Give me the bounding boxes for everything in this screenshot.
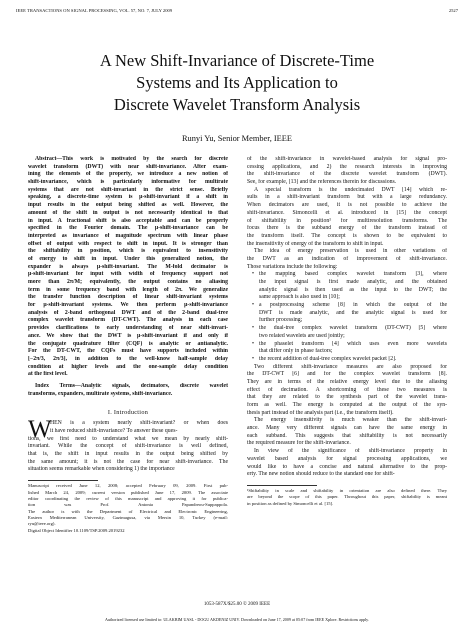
list-item-line: analytic signal is then used as the input to the DWT; the bbox=[259, 286, 447, 293]
right-paragraph-6 bbox=[247, 448, 447, 479]
text-line: See, for example, [13] and the references therein for discussions. bbox=[247, 179, 397, 186]
text-line: The energy insensitivity is much weaker than the shift-invari- bbox=[254, 417, 447, 424]
text-line: interpreted as invariance of magnitude spectrum with linear phase bbox=[28, 232, 228, 239]
list-item-line: • the mapping based complex wavelet transform [3], where bbox=[247, 271, 447, 279]
text-line: Abstract—This work is motivated by the search for discrete bbox=[35, 156, 228, 162]
text-line: of shiftability in position¹ for multiresolution transforms. The bbox=[247, 217, 447, 224]
manuscript-footnote bbox=[28, 483, 228, 534]
shiftability-footnote bbox=[247, 488, 447, 507]
list-item-line: the input signal is first made analytic, and the obtained bbox=[259, 279, 447, 285]
list-item-line: that differ only in phase factors; bbox=[259, 348, 333, 355]
footnote-line: Manuscript received June 12, 2008; accepted February 09, 2009. First pub- bbox=[28, 483, 228, 489]
right-column bbox=[247, 156, 447, 507]
list-item-line: • the phaselet transform [4] which uses even more wavelets bbox=[247, 341, 447, 349]
text-line: would like to have a concise and natural alternative to the prop- bbox=[247, 463, 447, 470]
list-item-line: further processing; bbox=[259, 317, 303, 324]
text-line: that they are related to the synthesis part of the wavelet trans- bbox=[247, 394, 447, 401]
footnote-line: Digital Object Identifier 10.1109/TSP.2009.2019232 bbox=[28, 527, 125, 533]
text-line: wavelet based analysis for signal processing applications, we bbox=[247, 455, 447, 462]
list-item bbox=[247, 302, 447, 325]
footnote-line: ryu@ieee.org). bbox=[28, 521, 56, 527]
list-item bbox=[247, 271, 447, 302]
left-column bbox=[28, 156, 228, 534]
text-line: specified in the Fourier domain. The μ-shift-invariance can be bbox=[28, 225, 228, 232]
paper-title-line-2: Systems and Its Application to bbox=[136, 73, 338, 92]
text-line: Index Terms—Analytic signals, decimators, discrete wavelet bbox=[35, 382, 228, 389]
text-line: transforms, expanders, multirate systems, shift-invariance. bbox=[28, 390, 173, 397]
text-line: ance. Many very different signals can have the same energy in bbox=[247, 425, 447, 432]
text-line: the required measure for the shift-invariance. bbox=[247, 440, 351, 447]
footnote-line: The author is with the Department of Electrical and Electronic Engineering, bbox=[28, 508, 228, 514]
text-line: ining the elements of the property, we introduce a new notion of bbox=[28, 171, 228, 178]
text-line: the conjugate quadrature filter (CQF) is analytic or antianalytic. bbox=[28, 340, 228, 347]
text-line: analysis of 2-band orthogonal DWT and of the 2-band dual-tree bbox=[28, 309, 228, 316]
footnote-line: lished March 24, 2009; current version published June 17, 2009. The associate bbox=[28, 489, 228, 495]
list-item-line: • the dual-tree complex wavelet transform (DT-CWT) [5] where bbox=[247, 325, 447, 333]
text-line: A special transform is the undecimated DWT [14] which re- bbox=[254, 186, 447, 193]
text-line: the insensitivity of energy of the transform to shift in input. bbox=[247, 240, 384, 247]
text-line: invariant. While the concept of shift-invariance is well defined, bbox=[28, 443, 228, 450]
footnote-line: ¹Shiftability in scale and shiftability in orientation are also defined there. They bbox=[247, 487, 447, 493]
author-line: Runyi Yu, Senior Member, IEEE bbox=[181, 134, 293, 143]
text-line: provides clarifications to early understanding of near shift-invari- bbox=[28, 325, 228, 332]
text-line: offset of output with respect to shift in input. It is stronger than bbox=[28, 240, 228, 247]
text-line: shift-invariance. Simoncelli et al. introduced in [15] the concept bbox=[247, 209, 447, 216]
journal-header: IEEE TRANSACTIONS ON SIGNAL PROCESSING, VOL. 57, NO. 7, JULY 2009 bbox=[16, 8, 173, 13]
text-line: For the DT-CWT, the CQFs must have supports included within bbox=[28, 348, 228, 355]
text-line: HEN is a system nearly shift-invariant? or when does bbox=[50, 420, 228, 427]
list-item bbox=[247, 325, 447, 340]
footnote-rule bbox=[28, 480, 98, 481]
text-line: that is, the shift in input results in the output being shifted by bbox=[28, 451, 228, 458]
text-line: situation seems remarkable when considering 1) the importance bbox=[28, 466, 175, 473]
page-number: 2527 bbox=[448, 8, 458, 13]
text-line: condition at higher levels and the one-sample delay condition bbox=[28, 363, 228, 370]
right-paragraph-2 bbox=[247, 187, 447, 249]
list-item-line: same approach is also used in [10]; bbox=[259, 294, 340, 301]
section-heading-introduction: I. Introduction bbox=[107, 409, 149, 417]
copyright-line: 1053-587X/$25.00 © 2009 IEEE bbox=[203, 602, 271, 607]
text-line: When decimators are used, it is not possible to achieve the bbox=[247, 202, 447, 209]
text-line: The idea of energy preservation is used in other variations of bbox=[254, 248, 447, 255]
text-line: In view of the significance of shift-invariance property in bbox=[254, 448, 447, 455]
abstract bbox=[28, 156, 228, 379]
text-line: speaking, a discrete-time system is μ-shift-invariant if a shift in bbox=[28, 194, 228, 201]
intro-paragraph bbox=[28, 436, 228, 474]
footnote-line: editor coordinating the review of this manuscript and approving it for publica- bbox=[28, 495, 228, 501]
text-line: the same amount; it is not the case for near shift-invariance. The bbox=[28, 458, 228, 465]
text-line: cessing applications, and 2) the research interests in improving bbox=[247, 163, 447, 170]
text-line: tions, we first need to understand what we mean by nearly shift- bbox=[28, 435, 228, 442]
text-line: focus there is the subband energy of the transform instead of bbox=[247, 225, 447, 232]
text-line: the DWT as an indication of improvement of shift-invariance. bbox=[247, 255, 447, 262]
paper-title-line-1: A New Shift-Invariance of Discrete-Time bbox=[99, 51, 375, 70]
right-paragraph-3 bbox=[247, 248, 447, 271]
text-line: Two different shift-invariance measures are also proposed for bbox=[254, 363, 447, 370]
text-line: μ-shift-invariant for input with width of frequency support not bbox=[28, 271, 228, 278]
text-line: for μ-shift-invariant systems. We then perform μ-shift-invariance bbox=[28, 302, 228, 309]
text-line: thesis part instead of the analysis part (i.e., the transform itself). bbox=[247, 409, 394, 416]
text-line: it have reduced shift-invariance? To answer these ques- bbox=[50, 428, 178, 434]
text-line: of the shift-invariance in wavelet-based analysis for signal pro- bbox=[247, 156, 447, 162]
text-line: each subband. This suggests that shiftability is not necessarily bbox=[247, 432, 447, 439]
text-line: They are in terms of the relative energy level due to the aliasing bbox=[247, 378, 447, 385]
text-line: shift-invariance, which is particularly informative for multirate bbox=[28, 179, 228, 186]
text-line: erty. The new notion should reduce to the standard one for shift- bbox=[247, 471, 395, 478]
footnote-line: are beyond the scope of this paper. Throughout this paper, shiftability is meant bbox=[247, 494, 447, 500]
text-line: term in some frequency band with length of 2π. We generalize bbox=[28, 286, 228, 293]
text-line: the DT-CWT [6] and for the complex wavelet transform [8]. bbox=[247, 371, 447, 378]
list-item-line: two related wavelets are used jointly; bbox=[259, 332, 345, 339]
footnote-line: tion was Prof. Antonia Papandreou-Suppappola. bbox=[28, 502, 228, 508]
intro-drop-lines bbox=[28, 420, 228, 435]
text-line: expander is always μ-shift-invariant. The M-fold decimator is bbox=[28, 263, 228, 270]
text-line: complex wavelet transform (DT-CWT). The analysis in each case bbox=[28, 317, 228, 324]
text-line: the shift-invariance of the discrete wavelet transform (DWT). bbox=[247, 171, 447, 178]
text-line: the transform itself. The concept is shown to be equivalent to bbox=[247, 232, 447, 239]
footnote-rule-right bbox=[247, 485, 317, 486]
text-line: form as well. The energy is computed at the output of the syn- bbox=[247, 402, 447, 408]
text-line: ance. We show that the DWT is μ-shift-invariant if and only if bbox=[28, 332, 228, 339]
list-item-line: • the recent addition of dual-tree complex wavelet packet [2]. bbox=[247, 356, 447, 364]
paper-title-line-3: Discrete Wavelet Transform Analysis bbox=[113, 95, 361, 114]
right-paragraph-5 bbox=[247, 417, 447, 448]
text-line: more than 2π/M; equivalently, the output contains no aliasing bbox=[28, 279, 228, 285]
right-paragraph-4 bbox=[247, 364, 447, 418]
list-item-line: DWT is made analytic, and the analytic signal is used for bbox=[259, 309, 447, 316]
text-line: input results in the output being shifted as well. However, the bbox=[28, 202, 228, 209]
text-line: at the first level. bbox=[28, 371, 68, 378]
text-line: [−2π/3, 2π/3], in addition to the well-know half-sample delay bbox=[28, 355, 228, 362]
text-line: in input. A fractional shift is also acceptable and can be properly bbox=[28, 217, 228, 224]
variation-list bbox=[247, 271, 447, 363]
right-paragraph-1 bbox=[247, 156, 447, 187]
list-item bbox=[247, 341, 447, 356]
text-line: Those variations include the following: bbox=[247, 263, 338, 270]
list-item bbox=[247, 356, 447, 364]
text-line: of energy to shift in input. Under this generalized notion, the bbox=[28, 255, 228, 262]
text-line: the shiftability in position, which is equivalent to insensitivity bbox=[28, 248, 228, 255]
drop-cap-letter: W bbox=[28, 416, 52, 444]
list-item-line: • a postprocessing scheme [8] in which the output of the bbox=[247, 302, 447, 310]
footnote-line: in position as defined by Simoncelli et al. [15]. bbox=[247, 500, 334, 506]
footnote-line: Eastern Mediterranean University, Gazimagusa, via Mersin 10, Turkey (e-mail: bbox=[28, 515, 228, 521]
license-notice: Authorized licensed use limited to: ULAKBIM UASL - DOGU AKDENIZ UNIV. Downloaded on June 17, 2009 at 05:07 from IEEE Xplore. Restrictions apply. bbox=[105, 617, 369, 622]
text-line: wavelet transform (DWT) with near shift-invariance. After exam- bbox=[28, 163, 228, 170]
text-line: effect of decimation. A shortcoming of these two measures is bbox=[247, 386, 447, 393]
text-line: amount of the shift in output is not necessarily identical to that bbox=[28, 209, 228, 216]
text-line: sults in a shift-invariant transform but with a large redundancy. bbox=[247, 194, 447, 201]
index-terms bbox=[28, 383, 228, 398]
text-line: systems that are not shift-invariant in the strict sense. Briefly bbox=[28, 186, 228, 193]
text-line: the transfer function description of linear shift-invariant systems bbox=[28, 294, 228, 301]
